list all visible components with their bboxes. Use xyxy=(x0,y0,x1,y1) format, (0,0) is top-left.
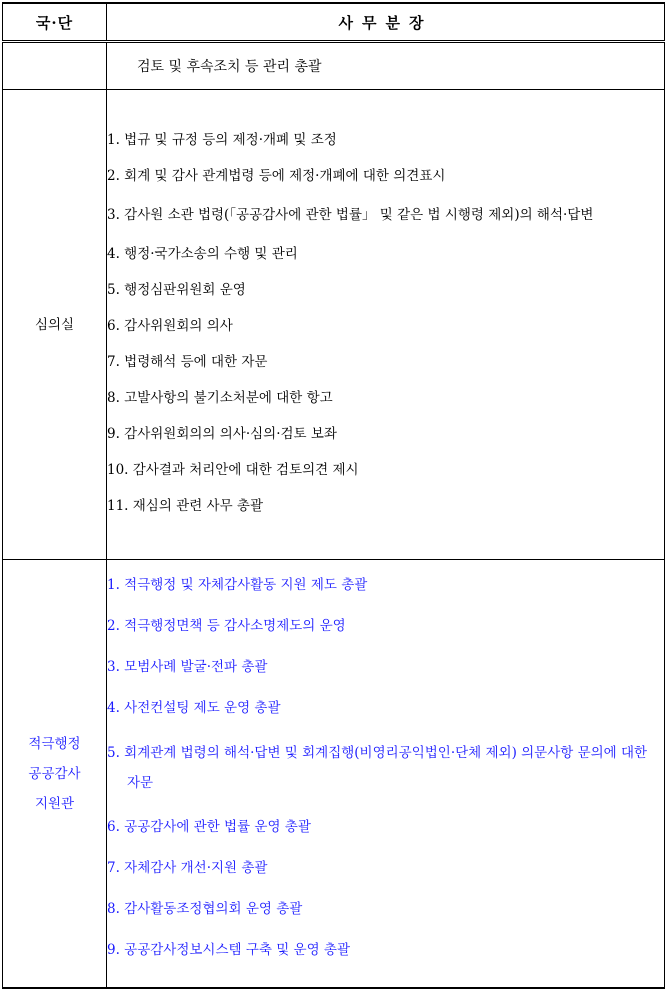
list-item: 7. 법령해석 등에 대한 자문 xyxy=(107,353,268,370)
list-item: 8. 감사활동조정협의회 운영 총괄 xyxy=(107,900,303,917)
list-item: 2. 회계 및 감사 관계법령 등에 제정·개폐에 대한 의견표시 xyxy=(107,167,446,184)
list-item: 1. 법규 및 규정 등의 제정·개폐 및 조정 xyxy=(107,131,337,148)
list-item: 3. 감사원 소관 법령(「공공감사에 관한 법률」 및 같은 법 시행령 제외)의 해석·답변 xyxy=(107,206,594,223)
list-item: 3. 모범사례 발굴·전파 총괄 xyxy=(107,658,268,675)
list-item: 9. 감사위원회의의 의사·심의·검토 보좌 xyxy=(107,425,337,442)
list-item: 5. 회계관계 법령의 해석·답변 및 회계집행(비영리공익법인·단체 제외) 의문사항 문의에 대한 자문 xyxy=(107,744,648,791)
list-item: 6. 공공감사에 관한 법률 운영 총괄 xyxy=(107,818,311,835)
table-row-jeokguk xyxy=(3,560,665,989)
duty-list-jeokguk xyxy=(107,568,664,962)
duty-cell: 검토 및 후속조치 등 관리 총괄 xyxy=(107,42,665,90)
list-item: 11. 재심의 관련 사무 총괄 xyxy=(107,497,264,514)
list-item: 6. 감사위원회의 의사 xyxy=(107,317,233,334)
list-item: 7. 자체감사 개선·지원 총괄 xyxy=(107,859,268,876)
list-item: 4. 사전컨설팅 제도 운영 총괄 xyxy=(107,699,281,716)
duty-list-shinui xyxy=(107,119,664,517)
duty-cell-jeokguk xyxy=(107,560,665,989)
header-duty: 사무분장 xyxy=(107,3,665,42)
dept-line: 적극행정 xyxy=(28,735,81,752)
list-item: 2. 적극행정면책 등 감사소명제도의 운영 xyxy=(107,617,346,634)
dept-cell xyxy=(3,42,107,90)
list-item: 8. 고발사항의 불기소처분에 대한 항고 xyxy=(107,389,333,406)
dept-cell-jeokguk xyxy=(3,560,107,989)
header-dept: 국·단 xyxy=(3,3,107,42)
dept-line: 지원관 xyxy=(34,795,75,812)
list-item: 4. 행정·국가소송의 수행 및 관리 xyxy=(107,245,298,262)
list-item: 10. 감사결과 처리안에 대한 검토의견 제시 xyxy=(107,461,359,478)
dept-line: 공공감사 xyxy=(28,765,81,782)
list-item: 1. 적극행정 및 자체감사활동 지원 제도 총괄 xyxy=(107,576,368,593)
list-item: 9. 공공감사정보시스템 구축 및 운영 총괄 xyxy=(107,941,350,958)
dept-cell-shinui: 심의실 xyxy=(3,90,107,560)
duty-cell-shinui xyxy=(107,90,665,560)
table-header-row xyxy=(3,3,665,42)
list-item: 5. 행정심판위원회 운영 xyxy=(107,281,246,298)
table-row xyxy=(3,42,665,90)
table-row-shinui xyxy=(3,90,665,560)
duty-assignment-table xyxy=(2,2,665,989)
